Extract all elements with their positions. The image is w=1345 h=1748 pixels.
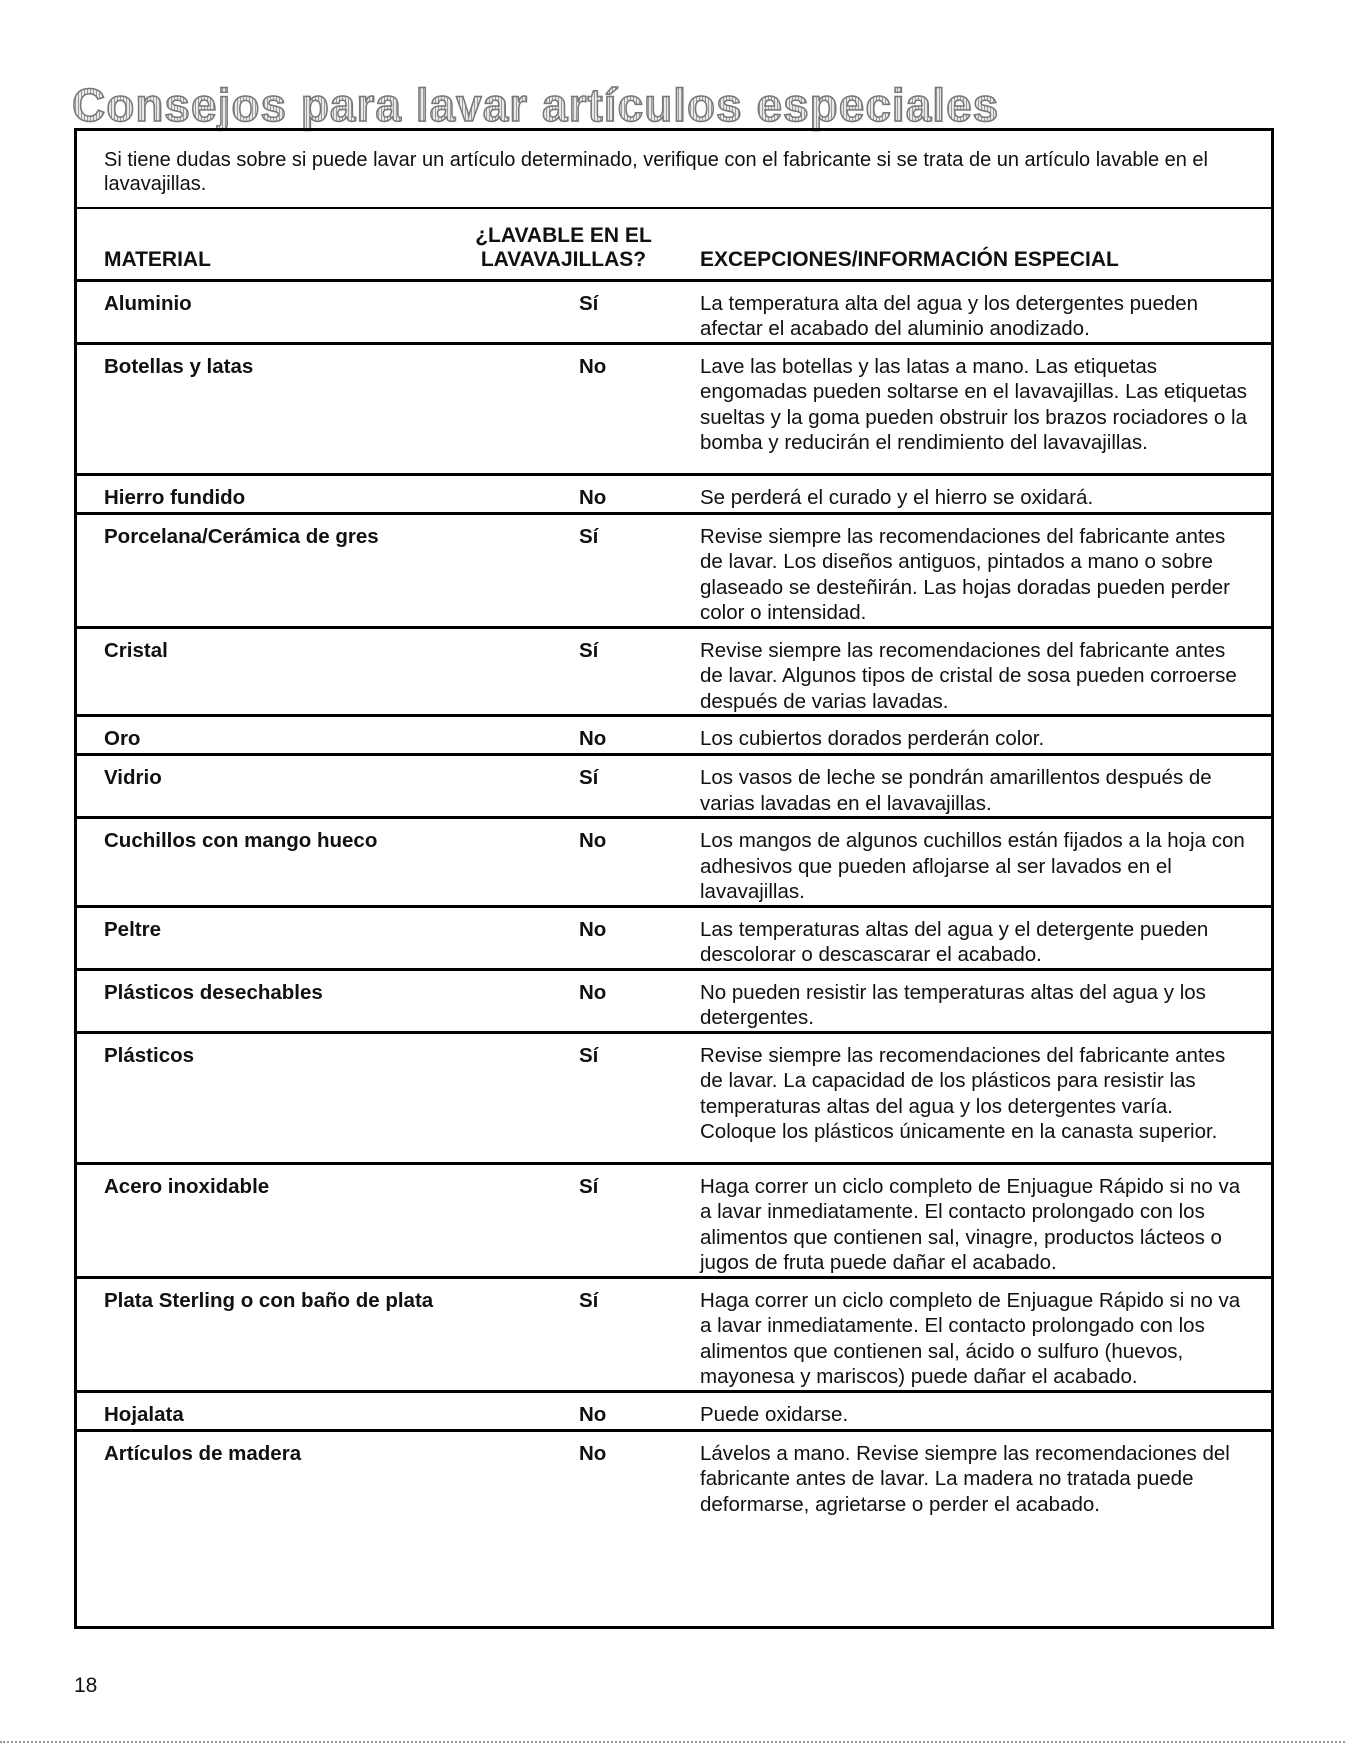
row-info: Lávelos a mano. Revise siempre las recomendaciones del fabricante antes de lavar. La madera no tratada puede deformarse, agrietarse o perder el acabado.	[700, 1441, 1230, 1516]
bottom-divider	[0, 1741, 1345, 1743]
row-lavable: No	[467, 906, 685, 969]
table-row	[77, 627, 1271, 716]
row-lavable: Sí	[467, 1032, 685, 1163]
row-lavable: Sí	[467, 1277, 685, 1391]
header-excepciones: EXCEPCIONES/INFORMACIÓN ESPECIAL	[685, 209, 1271, 280]
page-number: 18	[74, 1674, 98, 1697]
row-lavable: Sí	[467, 280, 685, 343]
table-row	[77, 343, 1271, 474]
header-lavable-line1: ¿LAVABLE EN EL	[475, 223, 652, 247]
special-items-table-frame	[74, 128, 1274, 1629]
row-info: Los vasos de leche se pondrán amarillentos después de varias lavadas en el lavavajillas.	[685, 755, 1271, 818]
table-row	[77, 1430, 1271, 1522]
row-material: Artículos de madera	[104, 1441, 302, 1465]
row-info: Lave las botellas y las latas a mano. Las etiquetas engomadas pueden soltarse en el lavavajillas. Las etiquetas sueltas y la goma pueden obstruir los brazos rociadores o la bomba y reducirán el rendimiento del lavavajillas.	[685, 343, 1271, 474]
row-info: La temperatura alta del agua y los detergentes pueden afectar el acabado del aluminio anodizado.	[685, 280, 1271, 343]
table-body	[77, 280, 1271, 1522]
row-material: Botellas y latas	[77, 343, 467, 474]
table-row	[77, 755, 1271, 818]
row-info: Las temperaturas altas del agua y el detergente pueden descolorar o descascarar el acabado.	[685, 906, 1271, 969]
row-material: Cuchillos con mango hueco	[77, 818, 467, 907]
row-lavable: Sí	[467, 627, 685, 716]
row-material: Oro	[77, 716, 467, 755]
row-material: Hojalata	[77, 1391, 467, 1430]
table-row	[77, 1277, 1271, 1391]
row-lavable: No	[467, 716, 685, 755]
row-material: Aluminio	[77, 280, 467, 343]
row-info: Se perderá el curado y el hierro se oxidará.	[685, 474, 1271, 513]
header-material: MATERIAL	[77, 209, 467, 280]
row-lavable: No	[579, 1441, 607, 1465]
row-lavable: No	[467, 969, 685, 1032]
row-material: Peltre	[77, 906, 467, 969]
row-material: Porcelana/Cerámica de gres	[77, 513, 467, 627]
row-info: Revise siempre las recomendaciones del fabricante antes de lavar. La capacidad de los plásticos para resistir las temperaturas altas del agua y los detergentes varía. Coloque los plásticos únicamente en la canasta superior.	[685, 1032, 1271, 1163]
row-info: Los mangos de algunos cuchillos están fijados a la hoja con adhesivos que pueden aflojarse al ser lavados en el lavavajillas.	[685, 818, 1271, 907]
row-info: Haga correr un ciclo completo de Enjuague Rápido si no va a lavar inmediatamente. El contacto prolongado con los alimentos que contienen sal, ácido o sulfuro (huevos, mayonesa y mariscos) puede dañar el acabado.	[685, 1277, 1271, 1391]
row-info: Los cubiertos dorados perderán color.	[685, 716, 1271, 755]
row-lavable: No	[467, 1391, 685, 1430]
intro-text: Si tiene dudas sobre si puede lavar un artículo determinado, verifique con el fabricante si se trata de un artículo lavable en el lavavajillas.	[77, 131, 1271, 209]
table-row	[77, 969, 1271, 1032]
row-info: No pueden resistir las temperaturas altas del agua y los detergentes.	[685, 969, 1271, 1032]
row-material: Cristal	[77, 627, 467, 716]
row-lavable: Sí	[467, 1163, 685, 1277]
row-material: Vidrio	[77, 755, 467, 818]
row-lavable: Sí	[467, 513, 685, 627]
row-info: Revise siempre las recomendaciones del fabricante antes de lavar. Los diseños antiguos, pintados a mano o sobre glaseado se desteñirán. Las hojas doradas pueden perder color o intensidad.	[685, 513, 1271, 627]
row-info: Haga correr un ciclo completo de Enjuague Rápido si no va a lavar inmediatamente. El contacto prolongado con los alimentos que contienen sal, vinagre, productos lácteos o jugos de fruta puede dañar el acabado.	[685, 1163, 1271, 1277]
row-material: Plásticos	[77, 1032, 467, 1163]
table-row	[77, 280, 1271, 343]
table-row	[77, 818, 1271, 907]
row-info: Revise siempre las recomendaciones del fabricante antes de lavar. Algunos tipos de cristal de sosa pueden corroerse después de varias lavadas.	[685, 627, 1271, 716]
header-lavable	[467, 209, 685, 280]
table-row	[77, 1032, 1271, 1163]
table-header-row	[77, 209, 1271, 280]
row-lavable: Sí	[467, 755, 685, 818]
table-row	[77, 474, 1271, 513]
row-info: Puede oxidarse.	[685, 1391, 1271, 1430]
row-lavable: No	[467, 343, 685, 474]
table-row	[77, 1391, 1271, 1430]
table-row	[77, 1163, 1271, 1277]
row-lavable: No	[467, 474, 685, 513]
row-material: Acero inoxidable	[77, 1163, 467, 1277]
table-row	[77, 716, 1271, 755]
row-lavable: No	[467, 818, 685, 907]
table-row	[77, 513, 1271, 627]
header-lavable-line2: LAVAVAJILLAS?	[480, 247, 647, 271]
row-material: Hierro fundido	[77, 474, 467, 513]
table-row	[77, 906, 1271, 969]
row-material: Plásticos desechables	[77, 969, 467, 1032]
row-material: Plata Sterling o con baño de plata	[77, 1277, 467, 1391]
special-items-table	[77, 209, 1271, 1522]
page-title: Consejos para lavar artículos especiales	[72, 79, 1000, 131]
